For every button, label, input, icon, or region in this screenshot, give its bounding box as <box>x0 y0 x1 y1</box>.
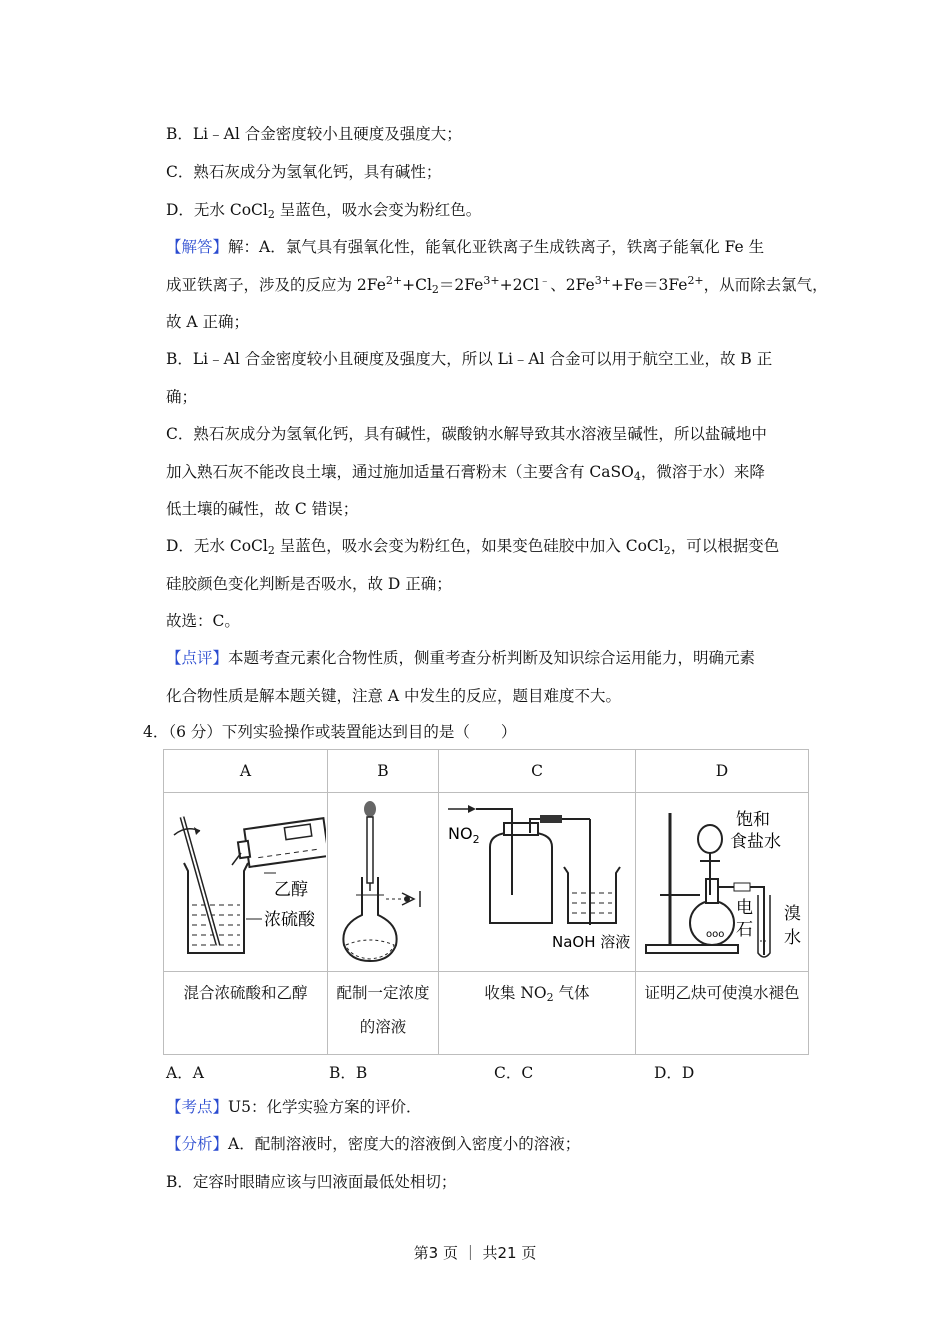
answer-line-2 <box>166 275 828 295</box>
review-line-2: 化合物性质是解本题关键，注意 A 中发生的反应，题目难度不大。 <box>166 687 622 705</box>
header-a: A <box>164 750 328 793</box>
dropper-bulb <box>364 801 376 817</box>
choice-c: C．C <box>494 1064 534 1082</box>
superscript: ﹣ <box>539 274 551 287</box>
label-carbide-2: 石 <box>736 920 753 940</box>
superscript: 2+ <box>687 274 704 287</box>
text: +2Cl <box>499 276 540 294</box>
answer-line-3: 故 A 正确； <box>166 313 250 331</box>
text: A．配制溶液时，密度大的溶液倒入密度小的溶液； <box>228 1135 581 1153</box>
subscript: 2 <box>663 544 671 557</box>
text: 、2Fe <box>550 276 595 294</box>
label-brine-2: 食盐水 <box>730 832 781 852</box>
eye-pupil-icon <box>404 896 410 902</box>
label-conc-acid: 浓硫酸 <box>263 910 315 930</box>
text: ，可以根据变色 <box>670 537 780 555</box>
table-header-row <box>164 750 809 793</box>
flask-neck <box>706 879 718 903</box>
beaker-mixing-figure <box>166 795 326 965</box>
option-d-line <box>166 200 481 220</box>
subscript: 2 <box>546 991 554 1004</box>
figure-c-cell <box>439 793 636 972</box>
subscript: 2 <box>472 833 480 846</box>
reagent-bottle <box>236 818 326 868</box>
rubber-joint <box>734 883 750 891</box>
fenxi-line-1 <box>166 1134 580 1154</box>
acetylene-apparatus-figure <box>636 795 808 965</box>
text: ，微溶于水）来降 <box>640 463 765 481</box>
rubber-joint <box>540 815 562 823</box>
volumetric-flask-figure <box>330 795 436 965</box>
text: U5：化学实验方案的评价． <box>228 1098 422 1116</box>
option-c-line: C．熟石灰成分为氢氧化钙，具有碱性； <box>166 163 442 181</box>
text: 呈蓝色，吸水会变为粉红色，如果变色硅胶中加入 CoCl <box>274 537 664 555</box>
answer-line-7 <box>166 462 765 482</box>
label-bromine-1: 溴 <box>784 904 801 924</box>
caption-d: 证明乙炔可使溴水褪色 <box>636 972 809 1055</box>
text: 解：A．氯气具有强氧化性，能氧化亚铁离子生成铁离子，铁离子能氧化 Fe 生 <box>228 238 765 256</box>
text: ＝2Fe <box>438 276 484 294</box>
choice-b: B．B <box>329 1064 368 1082</box>
answer-line-1 <box>166 237 764 257</box>
caption-b <box>328 972 439 1055</box>
stopper <box>504 823 538 835</box>
header-d: D <box>636 750 809 793</box>
separatory-funnel <box>698 825 722 853</box>
kaodian-line <box>166 1097 421 1117</box>
header-c: C <box>439 750 636 793</box>
answer-line-6: C．熟石灰成分为氢氧化钙，具有碱性，碳酸钠水解导致其水溶液呈碱性，所以盐碱地中 <box>166 425 767 443</box>
caption-a: 混合浓硫酸和乙醇 <box>164 972 328 1055</box>
gas-collection-figure <box>440 795 634 965</box>
answer-tag: 【解答】 <box>166 238 229 256</box>
text: D．无水 CoCl <box>166 537 268 555</box>
text: 配制一定浓度 <box>336 984 430 1002</box>
choice-d: D．D <box>654 1064 695 1082</box>
experiment-table <box>163 749 809 1055</box>
label-ethanol: 乙醇 <box>273 880 308 900</box>
answer-line-11: 故选：C。 <box>166 612 240 630</box>
question-4: 4．（6 分）下列实验操作或装置能达到目的是（ ） <box>143 723 517 741</box>
superscript: 2+ <box>385 274 403 287</box>
text: 呈蓝色，吸水会变为粉红色。 <box>274 201 482 219</box>
answer-line-9 <box>166 536 779 556</box>
label-no2 <box>448 824 480 846</box>
text: +Cl <box>402 276 432 294</box>
fenxi-line-2: B．定容时眼睛应该与凹液面最低处相切； <box>166 1173 457 1191</box>
liquid-dashes <box>572 893 612 913</box>
choice-a: A．A <box>166 1064 204 1082</box>
answer-line-10: 硅胶颜色变化判断是否吸水，故 D 正确； <box>166 575 452 593</box>
answer-line-8: 低土壤的碱性，故 C 错误； <box>166 500 359 518</box>
stir-arrow-head <box>194 827 200 835</box>
figure-a-cell <box>164 793 328 972</box>
option-b-line: B．Li﹣Al 合金密度较小且硬度及强度大； <box>166 125 462 143</box>
answer-line-4: B．Li﹣Al 合金密度较小且硬度及强度大，所以 Li﹣Al 合金可以用于航空工业，故 B 正 <box>166 350 773 368</box>
subscript: 2 <box>431 283 439 296</box>
stand-base <box>646 945 738 953</box>
figure-d-cell <box>636 793 809 972</box>
label-naoh: NaOH 溶液 <box>552 933 631 951</box>
text: 的溶液 <box>359 1018 407 1036</box>
text: 气体 <box>553 984 590 1002</box>
table-caption-row <box>164 972 809 1055</box>
text: D．无水 CoCl <box>166 201 268 219</box>
text: +Fe＝3Fe <box>610 276 688 294</box>
beaker <box>564 867 620 923</box>
kaodian-tag: 【考点】 <box>166 1098 229 1116</box>
gas-bottle <box>490 833 552 923</box>
dropper-tube <box>367 817 373 883</box>
label-bromine-2: 水 <box>784 928 801 948</box>
flow-arrow-head <box>468 805 476 813</box>
subscript: 2 <box>267 208 275 221</box>
fenxi-tag: 【分析】 <box>166 1135 229 1153</box>
superscript: 3+ <box>483 274 500 287</box>
header-b: B <box>328 750 439 793</box>
subscript: 2 <box>267 544 275 557</box>
text: ，从而除去氯气， <box>703 276 828 294</box>
text: 加入熟石灰不能改良土壤，通过施加适量石膏粉末（主要含有 CaSO <box>166 463 634 481</box>
text: 本题考查元素化合物性质，侧重考查分析判断及知识综合运用能力，明确元素 <box>228 649 756 667</box>
text: 成亚铁离子，涉及的反应为 2Fe <box>166 276 386 294</box>
subscript: 4 <box>633 470 641 483</box>
figure-b-cell <box>328 793 439 972</box>
label-carbide-1: 电 <box>736 898 753 918</box>
text: NO <box>448 824 473 843</box>
answer-line-5: 确； <box>166 388 198 406</box>
label-brine-1: 饱和 <box>736 810 770 830</box>
solid-symbol: ooo <box>706 929 725 940</box>
page-footer: 第3 页 ｜ 共21 页 <box>413 1244 537 1262</box>
table-figure-row <box>164 793 809 972</box>
superscript: 3+ <box>594 274 611 287</box>
review-line-1 <box>166 648 755 668</box>
caption-c <box>439 972 636 1055</box>
review-tag: 【点评】 <box>166 649 229 667</box>
text: 收集 NO <box>484 984 547 1002</box>
